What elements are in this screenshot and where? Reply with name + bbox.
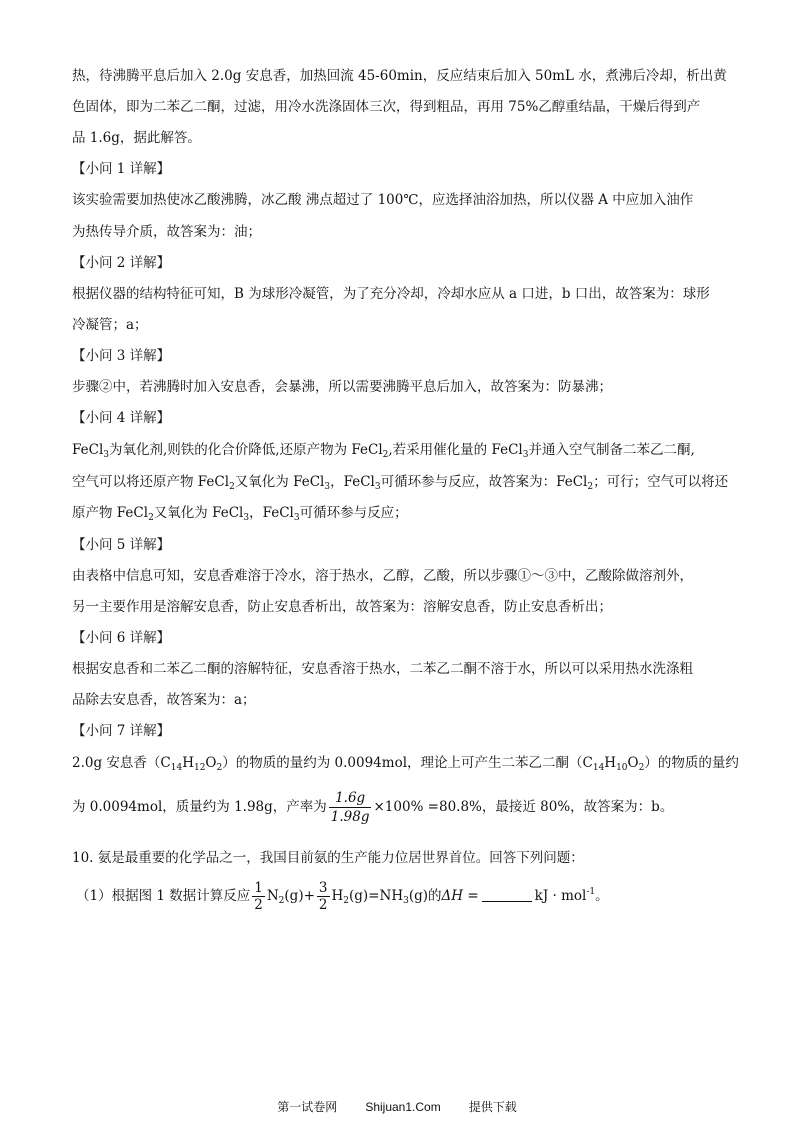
section-heading: 【小问 2 详解】 [72,255,171,271]
text-line: 步骤②中，若沸腾时加入安息香，会暴沸，所以需要沸腾平息后加入，故答案为：防暴沸； [72,379,612,395]
section-heading: 【小问 6 详解】 [72,630,171,646]
text-line: 冷凝管；a； [72,317,148,333]
section-heading: 【小问 3 详解】 [72,348,171,364]
three-halves-fraction: $\frac{3}{2}$ [318,880,328,913]
question-part-1: （1）根据图 1 数据计算反应 $\frac{1}{2}$ $N_2(g)+$ $\frac{3}{2}$ $H_2(g)=NH_3(g)$的ΔH = kJ · mol$^{-1}$。 [76,880,609,913]
text-line: 空气可以将还原产物 FeCl$_2$又氧化为 FeCl$_3$，FeCl$_3$可循环参与反应，故答案为：FeCl$_2$；可行；空气可以将还 [72,474,729,492]
footer-site-cn: 第一试卷网 [277,1100,338,1114]
text-line: 该实验需要加热使冰乙酸沸腾，冰乙酸 沸点超过了 100℃，应选择油浴加热，所以仪器 A 中应加入油作 [72,192,694,208]
answer-blank[interactable] [482,887,532,902]
footer-tagline: 提供下载 [468,1100,517,1114]
section-heading: 【小问 1 详解】 [72,161,171,177]
text-line: 为热传导介质，故答案为：油； [72,224,261,240]
yield-fraction: $\frac{1.6g}{1.98g}$ [330,790,370,825]
text-line: 由表格中信息可知，安息香难溶于冷水，溶于热水，乙醇，乙酸，所以步骤①～③中，乙酸除做溶剂外， [72,568,693,584]
text-line: 色固体，即为二苯乙二酮，过滤，用冷水洗涤固体三次，得到粗品，再用 75%乙醇重结晶，干燥后得到产 [72,99,701,115]
section-heading: 【小问 4 详解】 [72,410,171,426]
half-fraction: $\frac{1}{2}$ [254,880,263,913]
text-line: 根据仪器的结构特征可知，B 为球形冷凝管，为了充分冷却，冷却水应从 a 口进，b 口出，故答案为：球形 [72,286,710,302]
text-line: 品 1.6g，据此解答。 [72,130,201,146]
section-heading: 【小问 7 详解】 [72,723,171,739]
text-line: 另一主要作用是溶解安息香，防止安息香析出，故答案为：溶解安息香，防止安息香析出； [72,599,612,615]
page-footer [0,1098,794,1115]
text-line: 品除去安息香，故答案为：a； [72,692,256,708]
text-line: 根据安息香和二苯乙二酮的溶解特征，安息香溶于热水，二苯乙二酮不溶于水，所以可以采用热水洗涤粗 [72,661,693,677]
text-line: 2.0g 安息香$(C_{14}H_{12}O_2)$的物质的量约为 0.0094mol，理论上可产生二苯乙二酮$(C_{14}H_{10}O_2)$的物质的量约 [72,755,739,773]
question-stem: 10. 氨是最重要的化学品之一，我国目前氨的生产能力位居世界首位。回答下列问题： [72,850,584,866]
text-line: 热，待沸腾平息后加入 2.0g 安息香，加热回流 45-60min，反应结束后加入 50mL 水，煮沸后冷却，析出黄 [72,68,727,84]
text-line: FeCl$_3$为氧化剂,则铁的化合价降低,还原产物为 FeCl$_2$,若采用催化量的 FeCl$_3$并通入空气制备二苯乙二酮, [72,442,695,460]
text-line: 原产物 FeCl$_2$又氧化为 FeCl$_3$，FeCl$_3$可循环参与反应； [72,505,408,523]
footer-site-en: Shijuan1.Com [365,1100,441,1114]
yield-formula-line: 为 0.0094mol，质量约为 1.98g，产率为 $\frac{1.6g}{1.98g}$ ×100% =80.8%，最接近 80%，故答案为：b。 [72,790,674,825]
section-heading: 【小问 5 详解】 [72,537,171,553]
